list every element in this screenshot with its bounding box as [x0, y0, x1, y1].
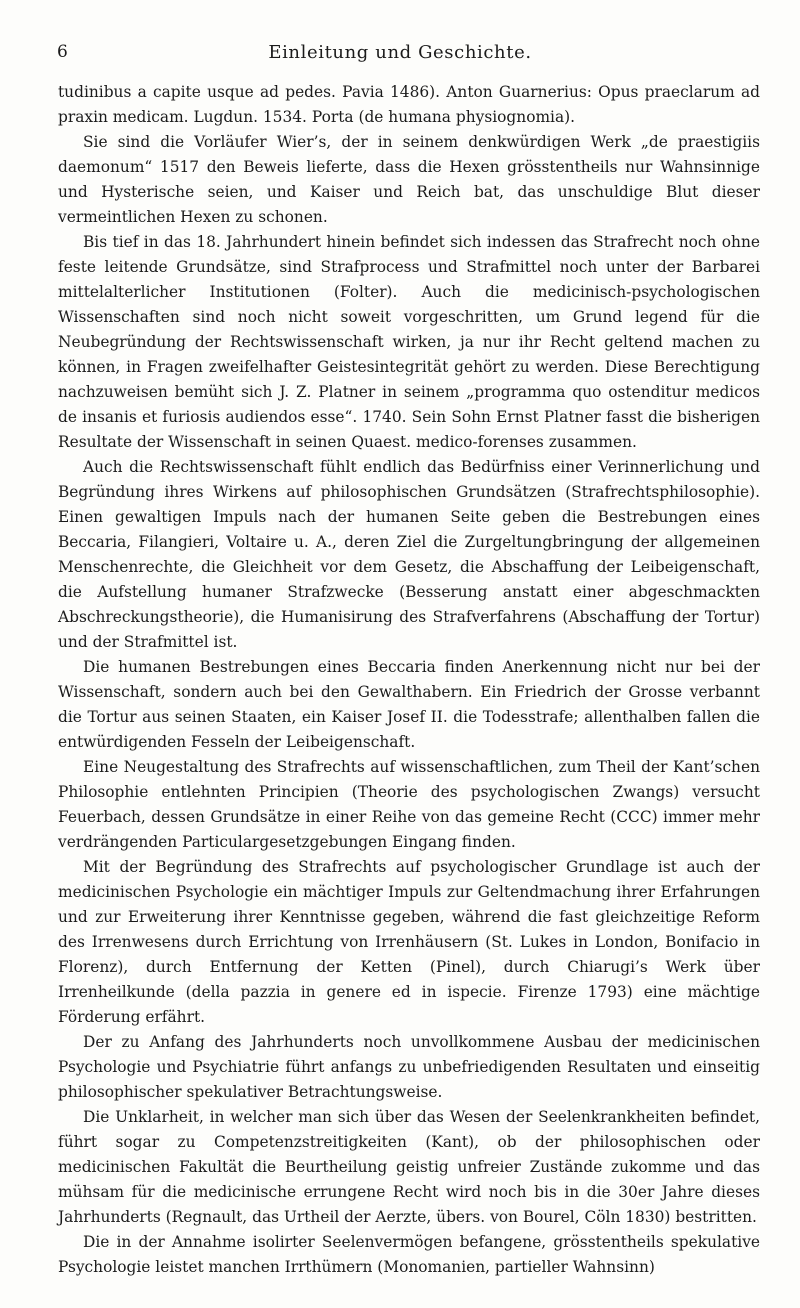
paragraph: Bis tief in das 18. Jahrhundert hinein befindet sich indessen das Strafrecht noch ohne feste leitende Grundsätze, sind Strafprocess und Strafmittel noch unter der Barbarei mittelalterlicher Institutionen (Folter). Auch die medicinisch-psychologischen Wissenschaften sind noch nicht soweit vorgeschritten, um Grund legend für die Neubegründung der Rechtswissenschaft wirken, ja nur ihr Recht geltend machen zu können, in Fragen zweifelhafter Geistesintegrität gehört zu werden. Diese Berechtigung nachzuweisen bemüht sich J. Z. Platner in seinem „programma quo ostenditur medicos de insanis et furiosis audiendos esse“. 1740. Sein Sohn Ernst Platner fasst die bisherigen Resultate der Wissenschaft in seinen Quaest. medico-forenses zusammen. — [58, 233, 760, 451]
paragraph: Sie sind die Vorläufer Wier’s, der in seinem denkwürdigen Werk „de praestigiis daemonum“ 1517 den Beweis lieferte, dass die Hexen grösstentheils nur Wahnsinnige und Hysterische seien, und Kaiser und Reich bat, das unschuldige Blut dieser vermeintlichen Hexen zu schonen. — [58, 133, 760, 226]
page-header — [0, 42, 800, 72]
paragraph: Die in der Annahme isolirter Seelenvermögen befangene, grösstentheils spekulative Psychologie leistet manchen Irrthümern (Monomanien, partieller Wahnsinn) — [58, 1233, 760, 1276]
paragraph: Eine Neugestaltung des Strafrechts auf wissenschaftlichen, zum Theil der Kant’schen Philosophie entlehnten Principien (Theorie des psychologischen Zwangs) versucht Feuerbach, dessen Grundsätze in einer Reihe von das gemeine Recht (CCC) immer mehr verdrängenden Particulargesetzgebungen Eingang finden. — [58, 758, 760, 851]
paragraph: Mit der Begründung des Strafrechts auf psychologischer Grundlage ist auch der medicinischen Psychologie ein mächtiger Impuls zur Geltendmachung ihrer Erfahrungen und zur Erweiterung ihrer Kenntnisse gegeben, während die fast gleichzeitige Reform des Irrenwesens durch Errichtung von Irrenhäusern (St. Lukes in London, Bonifacio in Florenz), durch Entfernung der Ketten (Pinel), durch Chiarugi’s Werk über Irrenheilkunde (della pazzia in genere ed in ispecie. Firenze 1793) eine mächtige Förderung erfährt. — [58, 858, 760, 1026]
paragraph: Die Unklarheit, in welcher man sich über das Wesen der Seelenkrankheiten befindet, führt sogar zu Competenzstreitigkeiten (Kant), ob der philosophischen oder medicinischen Fakultät die Beurtheilung geistig unfreier Zustände zukomme und das mühsam für die medicinische errungene Recht wird noch bis in die 30er Jahre dieses Jahrhunderts (Regnault, das Urtheil der Aerzte, übers. von Bourel, Cöln 1830) bestritten. — [58, 1108, 760, 1226]
paragraph: Die humanen Bestrebungen eines Beccaria finden Anerkennung nicht nur bei der Wissenschaft, sondern auch bei den Gewalthabern. Ein Friedrich der Grosse verbannt die Tortur aus seinen Staaten, ein Kaiser Josef II. die Todesstrafe; allenthalben fallen die entwürdigenden Fesseln der Leibeigenschaft. — [58, 658, 760, 751]
paragraph: Auch die Rechtswissenschaft fühlt endlich das Bedürfniss einer Verinnerlichung und Begründung ihres Wirkens auf philosophischen Grundsätzen (Strafrechtsphilosophie). Einen gewaltigen Impuls nach der humanen Seite geben die Bestrebungen eines Beccaria, Filangieri, Voltaire u. A., deren Ziel die Zurgeltungbringung der allgemeinen Menschenrechte, die Gleichheit vor dem Gesetz, die Abschaffung der Leibeigenschaft, die Aufstellung humaner Strafzwecke (Besserung anstatt einer abgeschmackten Abschreckungstheorie), die Humanisirung des Strafverfahrens (Abschaffung der Tortur) und der Strafmittel ist. — [58, 458, 760, 651]
paragraph-continued: tudinibus a capite usque ad pedes. Pavia 1486). Anton Guarnerius: Opus praeclarum ad praxin medicam. Lugdun. 1534. Porta (de humana physiognomia). — [58, 83, 760, 126]
body-text — [58, 80, 760, 1280]
running-title: Einleitung und Geschichte. — [268, 42, 532, 63]
paragraph: Der zu Anfang des Jahrhunderts noch unvollkommene Ausbau der medicinischen Psychologie und Psychiatrie führt anfangs zu unbefriedigenden Resultaten und einseitig philosophischer spekulativer Betrachtungsweise. — [58, 1033, 760, 1101]
page-number: 6 — [57, 42, 69, 62]
